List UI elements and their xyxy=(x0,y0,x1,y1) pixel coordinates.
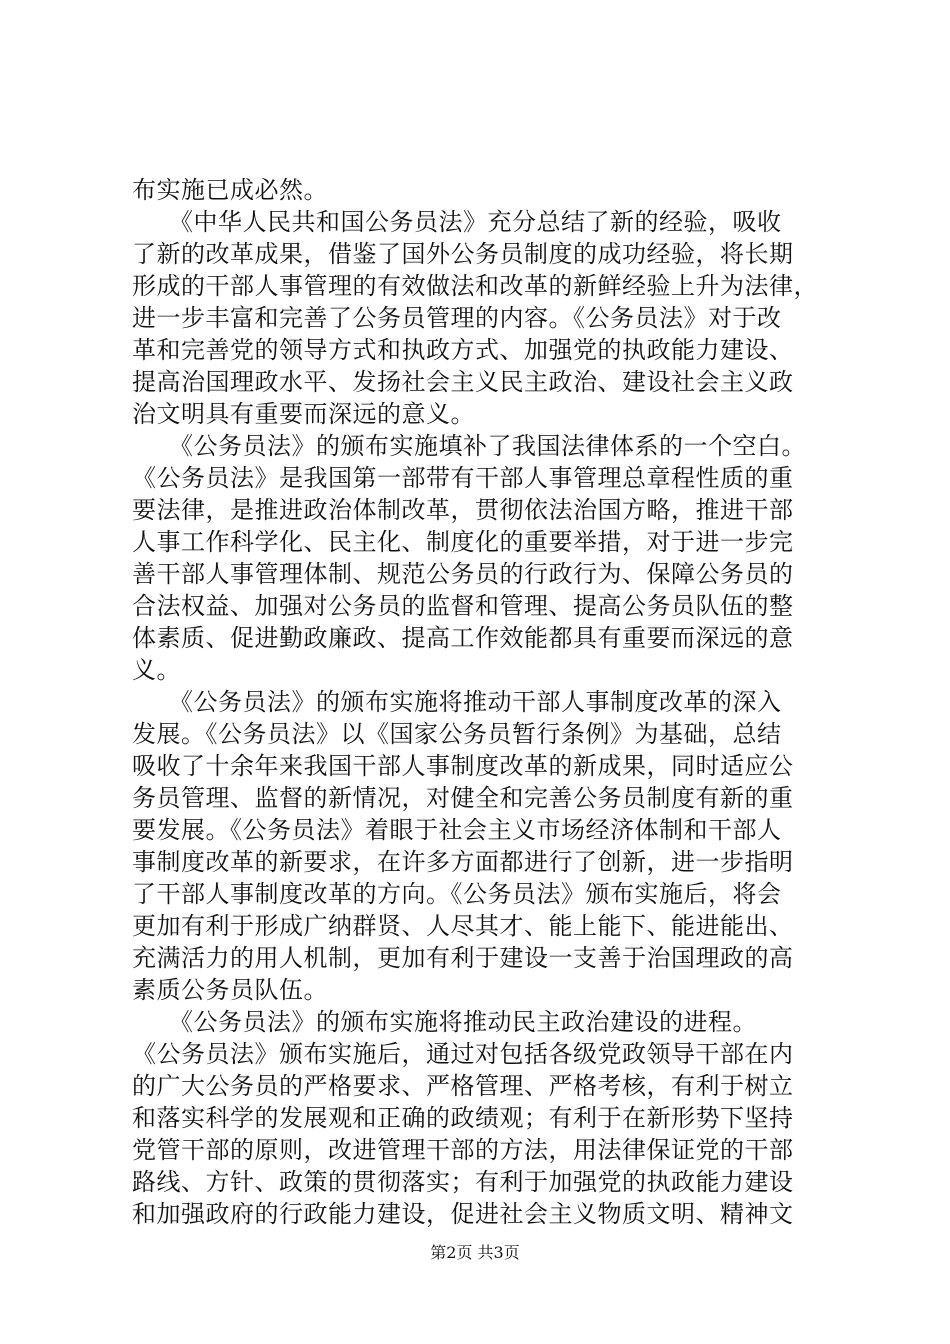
text-line: 《公务员法》的颁布实施将推动民主政治建设的进程。 xyxy=(132,1008,757,1036)
text-line: 《公务员法》的颁布实施将推动干部人事制度改革的深入 xyxy=(132,688,782,716)
text-line: 务员管理、监督的新情况，对健全和完善公务员制度有新的重 xyxy=(132,784,794,812)
text-line: 治文明具有重要而深远的意义。 xyxy=(132,400,475,428)
text-line: 和落实科学的发展观和正确的政绩观；有利于在新形势下坚持 xyxy=(132,1104,794,1132)
text-line: 路线、方针、政策的贯彻落实；有利于加强党的执政能力建设 xyxy=(132,1168,794,1196)
text-line: 《公务员法》的颁布实施填补了我国法律体系的一个空白。 xyxy=(132,432,806,460)
text-line: 革和完善党的领导方式和执政方式、加强党的执政能力建设、 xyxy=(132,336,794,364)
text-line: 党管干部的原则，改进管理干部的方法，用法律保证党的干部 xyxy=(132,1136,794,1164)
text-line: 《公务员法》颁布实施后，通过对包括各级党政领导干部在内 xyxy=(132,1040,794,1068)
text-line: 素质公务员队伍。 xyxy=(132,976,328,1004)
text-line: 要发展。《公务员法》着眼于社会主义市场经济体制和干部人 xyxy=(132,816,782,844)
text-line: 体素质、促进勤政廉政、提高工作效能都具有重要而深远的意 xyxy=(132,624,794,652)
document-body xyxy=(132,174,832,1230)
text-line: 吸收了十余年来我国干部人事制度改革的新成果，同时适应公 xyxy=(132,752,794,780)
text-line: 了新的改革成果，借鉴了国外公务员制度的成功经验，将长期 xyxy=(132,240,794,268)
page-number-footer: 第2页 共3页 xyxy=(430,1243,520,1262)
text-line: 了干部人事制度改革的方向。《公务员法》颁布实施后，将会 xyxy=(132,880,782,908)
text-line: 提高治国理政水平、发扬社会主义民主政治、建设社会主义政 xyxy=(132,368,794,396)
text-line: 善干部人事管理体制、规范公务员的行政行为、保障公务员的 xyxy=(132,560,794,588)
text-line: 义。 xyxy=(132,656,181,684)
text-line: 布实施已成必然。 xyxy=(132,176,328,204)
text-line: 人事工作科学化、民主化、制度化的重要举措，对于进一步完 xyxy=(132,528,794,556)
text-line: 合法权益、加强对公务员的监督和管理、提高公务员队伍的整 xyxy=(132,592,794,620)
text-line: 更加有利于形成广纳群贤、人尽其才、能上能下、能进能出、 xyxy=(132,912,794,940)
text-line: 和加强政府的行政能力建设，促进社会主义物质文明、精神文 xyxy=(132,1200,794,1228)
text-line: 进一步丰富和完善了公务员管理的内容。《公务员法》对于改 xyxy=(132,304,782,332)
text-line: 要法律，是推进政治体制改革，贯彻依法治国方略，推进干部 xyxy=(132,496,794,524)
text-line: 形成的干部人事管理的有效做法和改革的新鲜经验上升为法律， xyxy=(132,272,818,300)
text-line: 发展。《公务员法》以《国家公务员暂行条例》为基础，总结 xyxy=(132,720,782,748)
text-line: 事制度改革的新要求，在许多方面都进行了创新，进一步指明 xyxy=(132,848,794,876)
text-line: 充满活力的用人机制，更加有利于建设一支善于治国理政的高 xyxy=(132,944,794,972)
text-line: 的广大公务员的严格要求、严格管理、严格考核，有利于树立 xyxy=(132,1072,794,1100)
text-line: 《中华人民共和国公务员法》充分总结了新的经验，吸收 xyxy=(132,208,782,236)
text-line: 《公务员法》是我国第一部带有干部人事管理总章程性质的重 xyxy=(132,464,794,492)
